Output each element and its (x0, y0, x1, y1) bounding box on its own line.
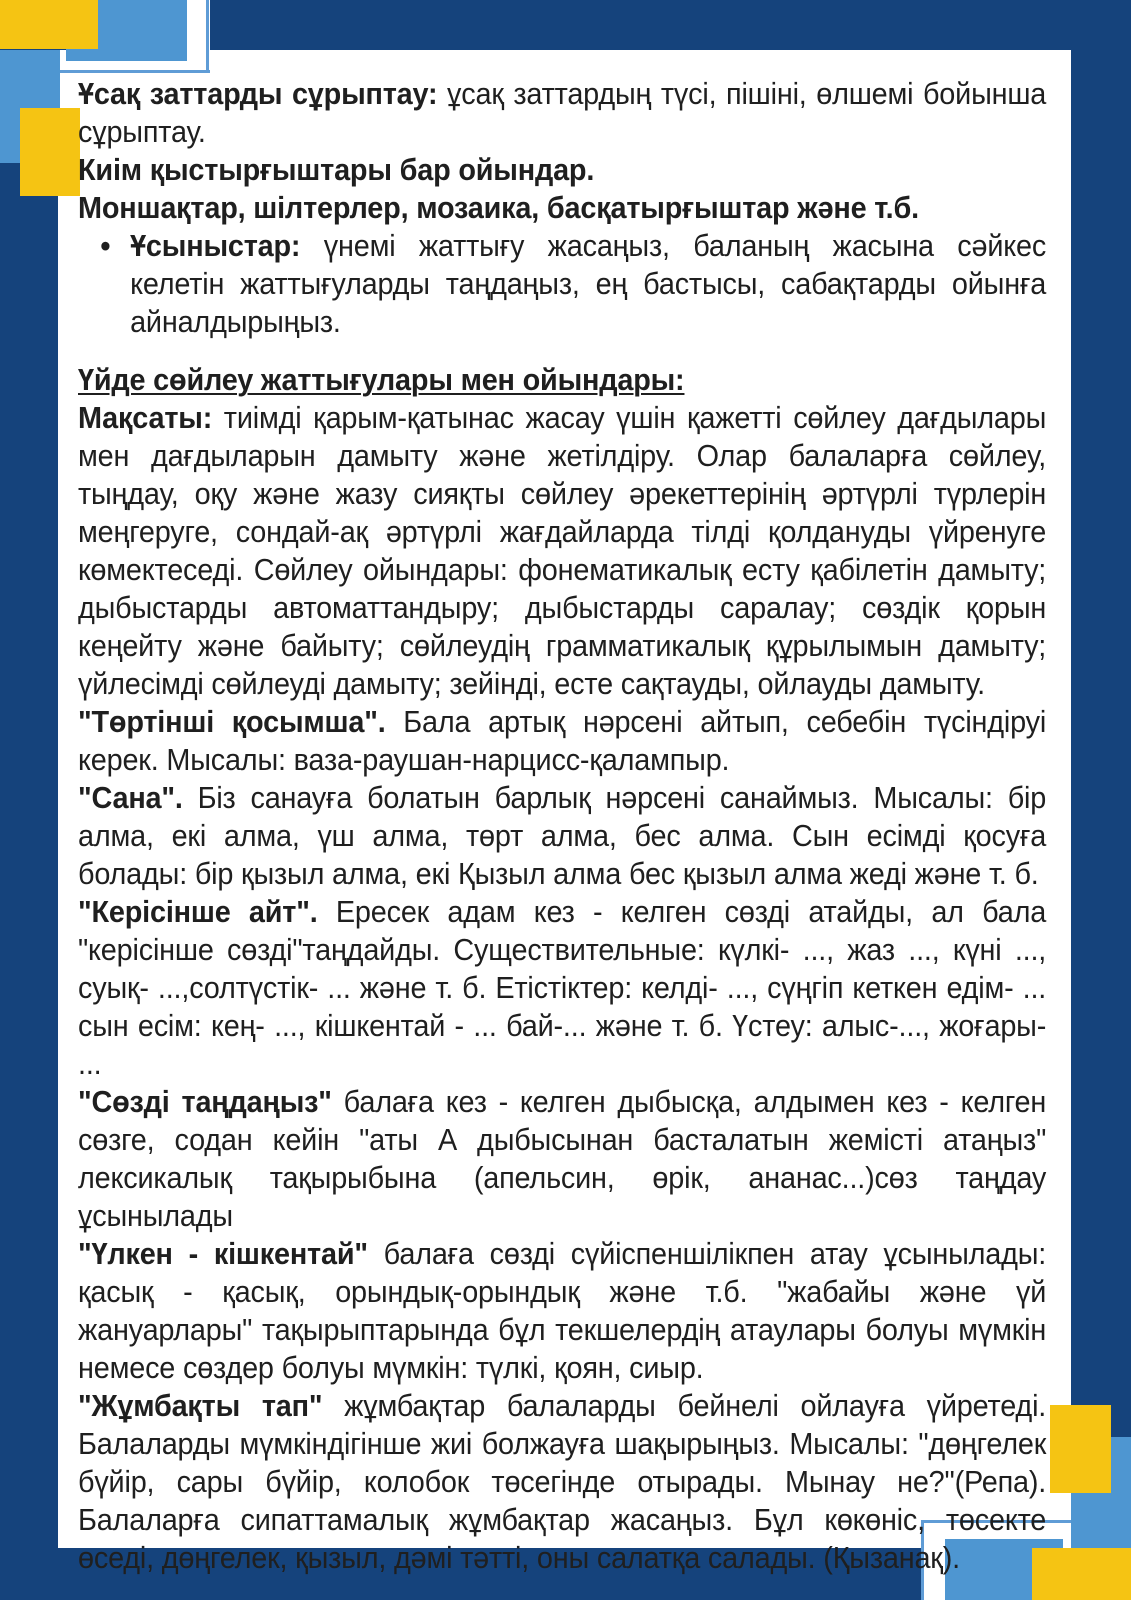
text-run: "Сөзді таңдаңыз" (78, 1084, 344, 1119)
text-run: "Төртінші қосымша". (78, 704, 404, 739)
document-body (78, 75, 1046, 1577)
corner-br-yellow-block (1032, 1548, 1131, 1600)
corner-tl-outline-vertical (206, 0, 209, 73)
text-run: балаға сөзді сүйіспеншілікпен атау ұсынылады: қасық - қасық, орындық-орындық және т.б. "жабайы және үй жануарлары" тақырыптарында бұл текшелердің атаулары болуы мүмкін немесе сөздер болуы мүмкін: түлкі, қоян, сиыр. (78, 1236, 1047, 1385)
text-run: "Сана". (78, 780, 198, 815)
right-edge-yellow-block (1050, 1405, 1111, 1493)
text-run: ұсақ заттардың түсі, пішіні, өлшемі бойынша сұрыптау. (78, 76, 1047, 149)
text-run: тиімді қарым-қатынас жасау үшін қажетті сөйлеу дағдылары мен дағдыларын дамыту және жетілдіру. Олар балаларға сөйлеу, тыңдау, оқу және жазу сияқты сөйлеу әрекеттерінің әртүрлі түрлерін меңгеруге, сондай-ақ әртүрлі жағдайларда тілді қолдануды үйренуге көмектеседі. Сөйлеу ойындары: фонематикалық есту қабілетін дамыту; дыбыстарды автоматтандыру; дыбыстарды саралау; сөздік қорын кеңейту және байыту; сөйлеудің грамматикалық құрылымын дамыту; үйлесімді сөйлеуді дамыту; зейінді, есте сақтауды, ойлауды дамыту. (78, 400, 1047, 701)
text-run: үнемі жаттығу жасаңыз, баланың жасына сәйкес келетін жаттығуларды таңдаңыз, ең бастысы, сабақтарды ойынға айналдырыңыз. (130, 228, 1047, 339)
text-run: Біз санауға болатын барлық нәрсені санаймыз. Мысалы: бір алма, екі алма, үш алма, төрт алма, бес алма. Сын есімді қосуға болады: бір қызыл алма, екі Қызыл алма бес қызыл алма жеді және т. б. (78, 780, 1047, 891)
text-run: Ұсыныстар: (130, 228, 324, 263)
paragraph (78, 1235, 1046, 1387)
paragraph (78, 1083, 1046, 1235)
text-run: Ұсақ заттарды сұрыптау: (78, 76, 448, 111)
text-run: "Үлкен - кішкентай" (78, 1236, 384, 1271)
paragraph (78, 227, 1046, 341)
text-run: балаға кез - келген дыбысқа, алдымен кез - келген сөзге, содан кейін "аты А дыбысынан басталатын жемісті атаңыз" лексикалық тақырыбына (апельсин, өрік, ананас...)сөз таңдау ұсынылады (78, 1084, 1047, 1233)
paragraph (78, 189, 1046, 227)
text-run: Киім қыстырғыштары бар ойындар. (78, 152, 595, 187)
text-run: Үйде сөйлеу жаттығулары мен ойындары: (78, 362, 685, 397)
corner-tl-yellow-square (20, 108, 80, 196)
text-run: "Жұмбақты тап" (78, 1388, 345, 1423)
paragraph (78, 399, 1046, 703)
paragraph (78, 1387, 1046, 1577)
frame-right (1071, 0, 1131, 1437)
frame-left (0, 0, 58, 1600)
paragraph-spacer (78, 341, 1046, 361)
bullet-marker: • (100, 228, 111, 263)
text-run: Ересек адам кез - келген сөзді атайды, ал бала "керісінше сөзді"таңдайды. Существительные: күлкі- ..., жаз ..., күні ..., суық- ...,солтүстік- ... және т. б. Етістіктер: келді- ..., сүңгіп кеткен едім- ... сын есім: кең- ..., кішкентай - ... бай-... және т. б. Үстеу: алыс-..., жоғары- ... (78, 894, 1047, 1081)
corner-tl-outline-horizontal (60, 70, 210, 73)
paragraph (78, 151, 1046, 189)
paragraph (78, 893, 1046, 1083)
section-heading (78, 361, 1046, 399)
paragraph (78, 779, 1046, 893)
text-run: жұмбақтар балаларды бейнелі ойлауға үйретеді. Балаларды мүмкіндігінше жиі болжауға шақырыңыз. Мысалы: "дөңгелек бүйір, сары бүйір, колобок төсегінде отырады. Мынау не?"(Репа). Балаларға сипаттамалық жұмбақтар жасаңыз. Бұл көкөніс, төсекте өседі, дөңгелек, қызыл, дәмі тәтті, оны салатқа салады. (Қызанақ). (78, 1388, 1047, 1575)
paragraph (78, 703, 1046, 779)
text-run: Моншақтар, шілтерлер, мозаика, басқатырғыштар және т.б. (78, 190, 919, 225)
paragraph (78, 75, 1046, 151)
text-run: Мақсаты: (78, 400, 224, 435)
corner-tl-yellow-block (0, 0, 98, 49)
text-run: Бала артық нәрсені айтып, себебін түсіндіруі керек. Мысалы: ваза-раушан-нарцисс-қалампыр. (78, 704, 1047, 777)
text-run: "Керісінше айт". (78, 894, 336, 929)
